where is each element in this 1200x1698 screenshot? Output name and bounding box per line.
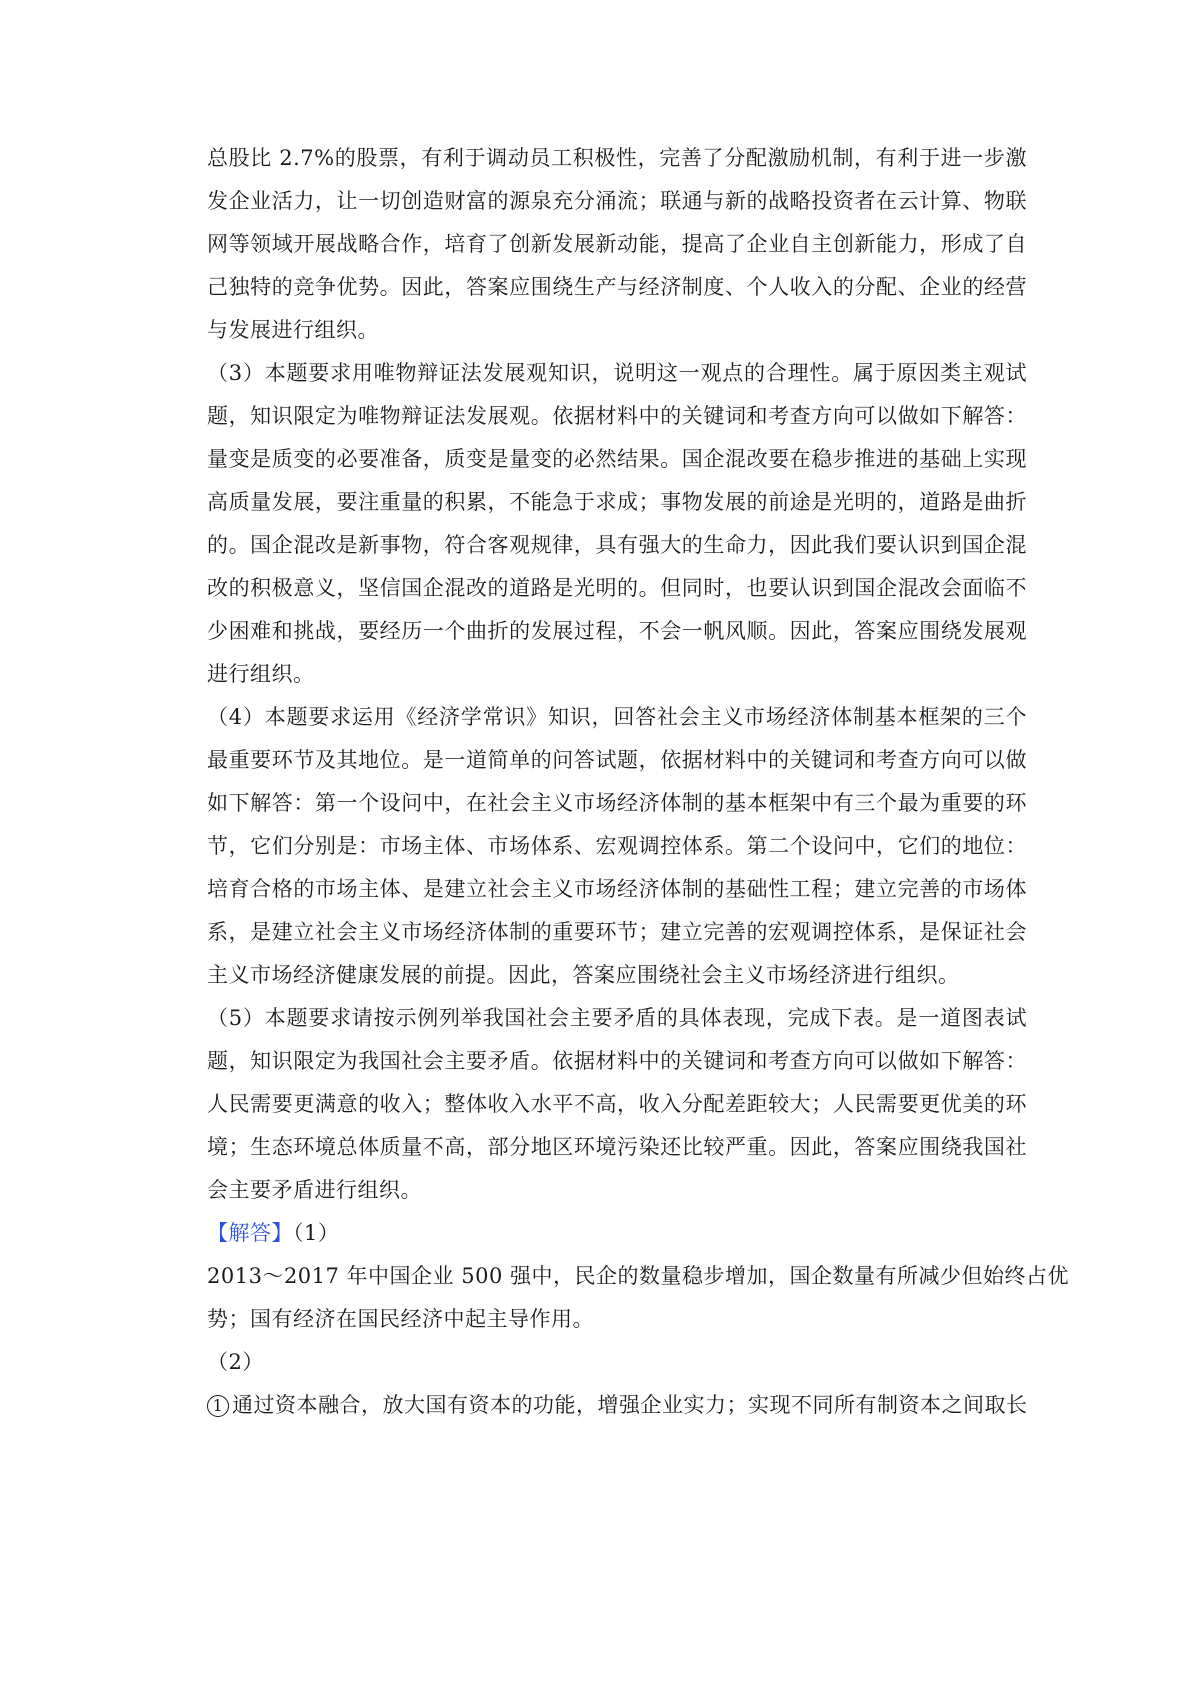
answer-line (207, 1390, 1027, 1420)
paragraph-line: 高质量发展，要注重量的积累，不能急于求成；事物发展的前途是光明的，道路是曲折 (207, 490, 1027, 514)
answer-line-text: 通过资本融合，放大国有资本的功能，增强企业实力；实现不同所有制资本之间取长 (232, 1393, 1028, 1417)
answer-heading (207, 1218, 1027, 1248)
paragraph-line: 网等领域开展战略合作，培育了创新发展新动能，提高了企业自主创新能力，形成了自 (207, 232, 1027, 256)
answer-tag: 【解答】 (207, 1221, 293, 1245)
answer-part-label: （1） (293, 1221, 340, 1245)
paragraph-line: 系，是建立社会主义市场经济体制的重要环节；建立完善的宏观调控体系，是保证社会 (207, 920, 1027, 944)
paragraph-line: 如下解答：第一个设问中，在社会主义市场经济体制的基本框架中有三个最为重要的环 (207, 791, 1027, 815)
circled-number: 1 (207, 1395, 229, 1417)
paragraph-line: 发企业活力，让一切创造财富的源泉充分涌流；联通与新的战略投资者在云计算、物联 (207, 189, 1027, 213)
paragraph-line: 己独特的竞争优势。因此，答案应围绕生产与经济制度、个人收入的分配、企业的经营 (207, 275, 1027, 299)
paragraph-line: 量变是质变的必要准备，质变是量变的必然结果。国企混改要在稳步推进的基础上实现 (207, 447, 1027, 471)
paragraph-line: 会主要矛盾进行组织。 (207, 1178, 422, 1202)
answer-line: 势；国有经济在国民经济中起主导作用。 (207, 1307, 594, 1331)
paragraph-line: 改的积极意义，坚信国企混改的道路是光明的。但同时，也要认识到国企混改会面临不 (207, 576, 1027, 600)
answer-line: 2013～2017 年中国企业 500 强中，民企的数量稳步增加，国企数量有所减少但始终占优 (207, 1264, 1069, 1288)
paragraph-line: 节，它们分别是：市场主体、市场体系、宏观调控体系。第二个设问中，它们的地位： (207, 834, 1027, 858)
paragraph-line: 最重要环节及其地位。是一道简单的问答试题，依据材料中的关键词和考查方向可以做 (207, 748, 1027, 772)
paragraph-line: 人民需要更满意的收入；整体收入水平不高，收入分配差距较大；人民需要更优美的环 (207, 1092, 1027, 1116)
paragraph-line: 主义市场经济健康发展的前提。因此，答案应围绕社会主义市场经济进行组织。 (207, 963, 960, 987)
paragraph-line: 少困难和挑战，要经历一个曲折的发展过程，不会一帆风顺。因此，答案应围绕发展观 (207, 619, 1027, 643)
paragraph-line: 与发展进行组织。 (207, 318, 379, 342)
paragraph-line: 总股比 2.7%的股票，有利于调动员工积极性，完善了分配激励机制，有利于进一步激 (207, 146, 1027, 170)
paragraph-line: 培育合格的市场主体、是建立社会主义市场经济体制的基础性工程；建立完善的市场体 (207, 877, 1027, 901)
paragraph-line: 的。国企混改是新事物，符合客观规律，具有强大的生命力，因此我们要认识到国企混 (207, 533, 1027, 557)
paragraph-line: 题，知识限定为我国社会主要矛盾。依据材料中的关键词和考查方向可以做如下解答： (207, 1049, 1027, 1073)
answer-part-label: （2） (207, 1350, 264, 1374)
paragraph-line: （3）本题要求用唯物辩证法发展观知识，说明这一观点的合理性。属于原因类主观试 (207, 361, 1027, 385)
paragraph-line: 境；生态环境总体质量不高，部分地区环境污染还比较严重。因此，答案应围绕我国社 (207, 1135, 1027, 1159)
paragraph-line: （4）本题要求运用《经济学常识》知识，回答社会主义市场经济体制基本框架的三个 (207, 705, 1027, 729)
paragraph-line: （5）本题要求请按示例列举我国社会主要矛盾的具体表现，完成下表。是一道图表试 (207, 1006, 1027, 1030)
paragraph-line: 题，知识限定为唯物辩证法发展观。依据材料中的关键词和考查方向可以做如下解答： (207, 404, 1027, 428)
paragraph-line: 进行组织。 (207, 662, 315, 686)
